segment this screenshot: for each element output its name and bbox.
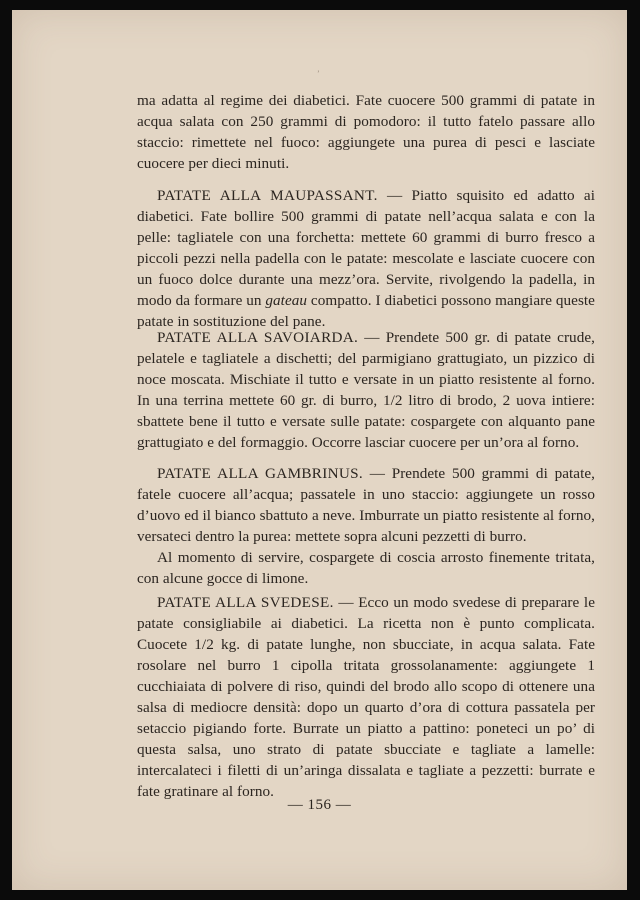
recipe-svedese-paragraph — [137, 592, 595, 802]
recipe-gambrinus-paragraph — [137, 463, 595, 547]
recipe-maupassant-body-end: compatto. I diabetici possono mangiare queste patate in sostituzione del pane. — [137, 292, 595, 330]
recipe-svedese — [137, 592, 595, 802]
recipe-maupassant-paragraph — [137, 185, 595, 332]
recipe-svedese-heading: PATATE ALLA SVEDESE. — [157, 594, 334, 611]
recipe-gambrinus-continuation: Al momento di servire, cospargete di coscia arrosto finemente tritata, con alcune gocce di limone. — [137, 549, 595, 587]
recipe-maupassant-heading: PATATE ALLA MAUPASSANT. — [157, 187, 378, 204]
intro-paragraph-block — [137, 90, 595, 174]
page-number: — 156 — — [287, 797, 352, 813]
recipe-savoiarda-heading: PATATE ALLA SAVOIARDA. — [157, 329, 359, 346]
recipe-gambrinus — [137, 463, 595, 589]
recipe-maupassant-italic-term: gateau — [265, 292, 308, 309]
recipe-maupassant-body-start: — Piatto squisito ed adatto ai diabetici. Fate bollire 500 grammi di patate nell’acqua salata e con la pelle: tagliatele con una forchetta: mettete 60 grammi di burro fresco a piccoli pezzi nella padella con le patate: mescolate e lasciate cuocere con un fuoco dolce durante una mezz’ora. Servite, rivolgendo la padella, in modo da formare un — [137, 187, 595, 309]
recipe-gambrinus-body: — Prendete 500 grammi di patate, fatele cuocere all’acqua; passatele in uno staccio: aggiungete un rosso d’uovo ed il bianco sbattuto a neve. Imburrate un piatto resistente al forno, versateci dentro la purea: mettete sopra alcuni pezzetti di burro. — [137, 465, 595, 545]
recipe-gambrinus-heading: PATATE ALLA GAMBRINUS. — [157, 465, 363, 482]
recipe-svedese-body: — Ecco un modo svedese di preparare le patate consigliabile ai diabetici. La ricetta non è punto complicata. Cuocete 1/2 kg. di patate lunghe, non sbucciate, in acqua salata. Fate rosolare nel burro 1 cipolla tritata grossolanamente: aggiungete 1 cucchiaiata di polvere di riso, quindi del brodo allo scopo di ottenere una salsa di mediocre densità: dopo un quarto d’ora di cottura passatela per setaccio pigiando forte. Burrate un piatto a pattino: poneteci un po’ di questa salsa, uno strato di patate sbucciate e tagliate a lamelle: intercalateci i filetti di un’aringa dissalata e tagliate a pezzetti: burrate e fate gratinare al forno. — [137, 594, 595, 800]
recipe-maupassant — [137, 185, 595, 332]
intro-paragraph: ma adatta al regime dei diabetici. Fate cuocere 500 grammi di patate in acqua salata con 250 grammi di pomodoro: il tutto fatelo passare allo staccio: rimettete nel fuoco: aggiungete una purea di pesci e lasciate cuocere per dieci minuti. — [137, 92, 595, 172]
recipe-savoiarda-body: — Prendete 500 gr. di patate crude, pelatele e tagliatele a dischetti; del parmigiano grattugiato, un pizzico di noce moscata. Mischiate il tutto e versate in un piatto resistente al forno. In una terrina mettete 60 gr. di burro, 1/2 litro di brodo, 2 uova intiere: sbattete bene il tutto e versate sulle patate: cospargete con alquanto pane grattugiato e del formaggio. Occorre lasciar cuocere per un’ora al forno. — [137, 329, 595, 451]
print-mark: ʼ — [317, 69, 320, 78]
recipe-savoiarda-paragraph — [137, 327, 595, 453]
recipe-savoiarda — [137, 327, 595, 453]
book-page — [12, 10, 627, 890]
